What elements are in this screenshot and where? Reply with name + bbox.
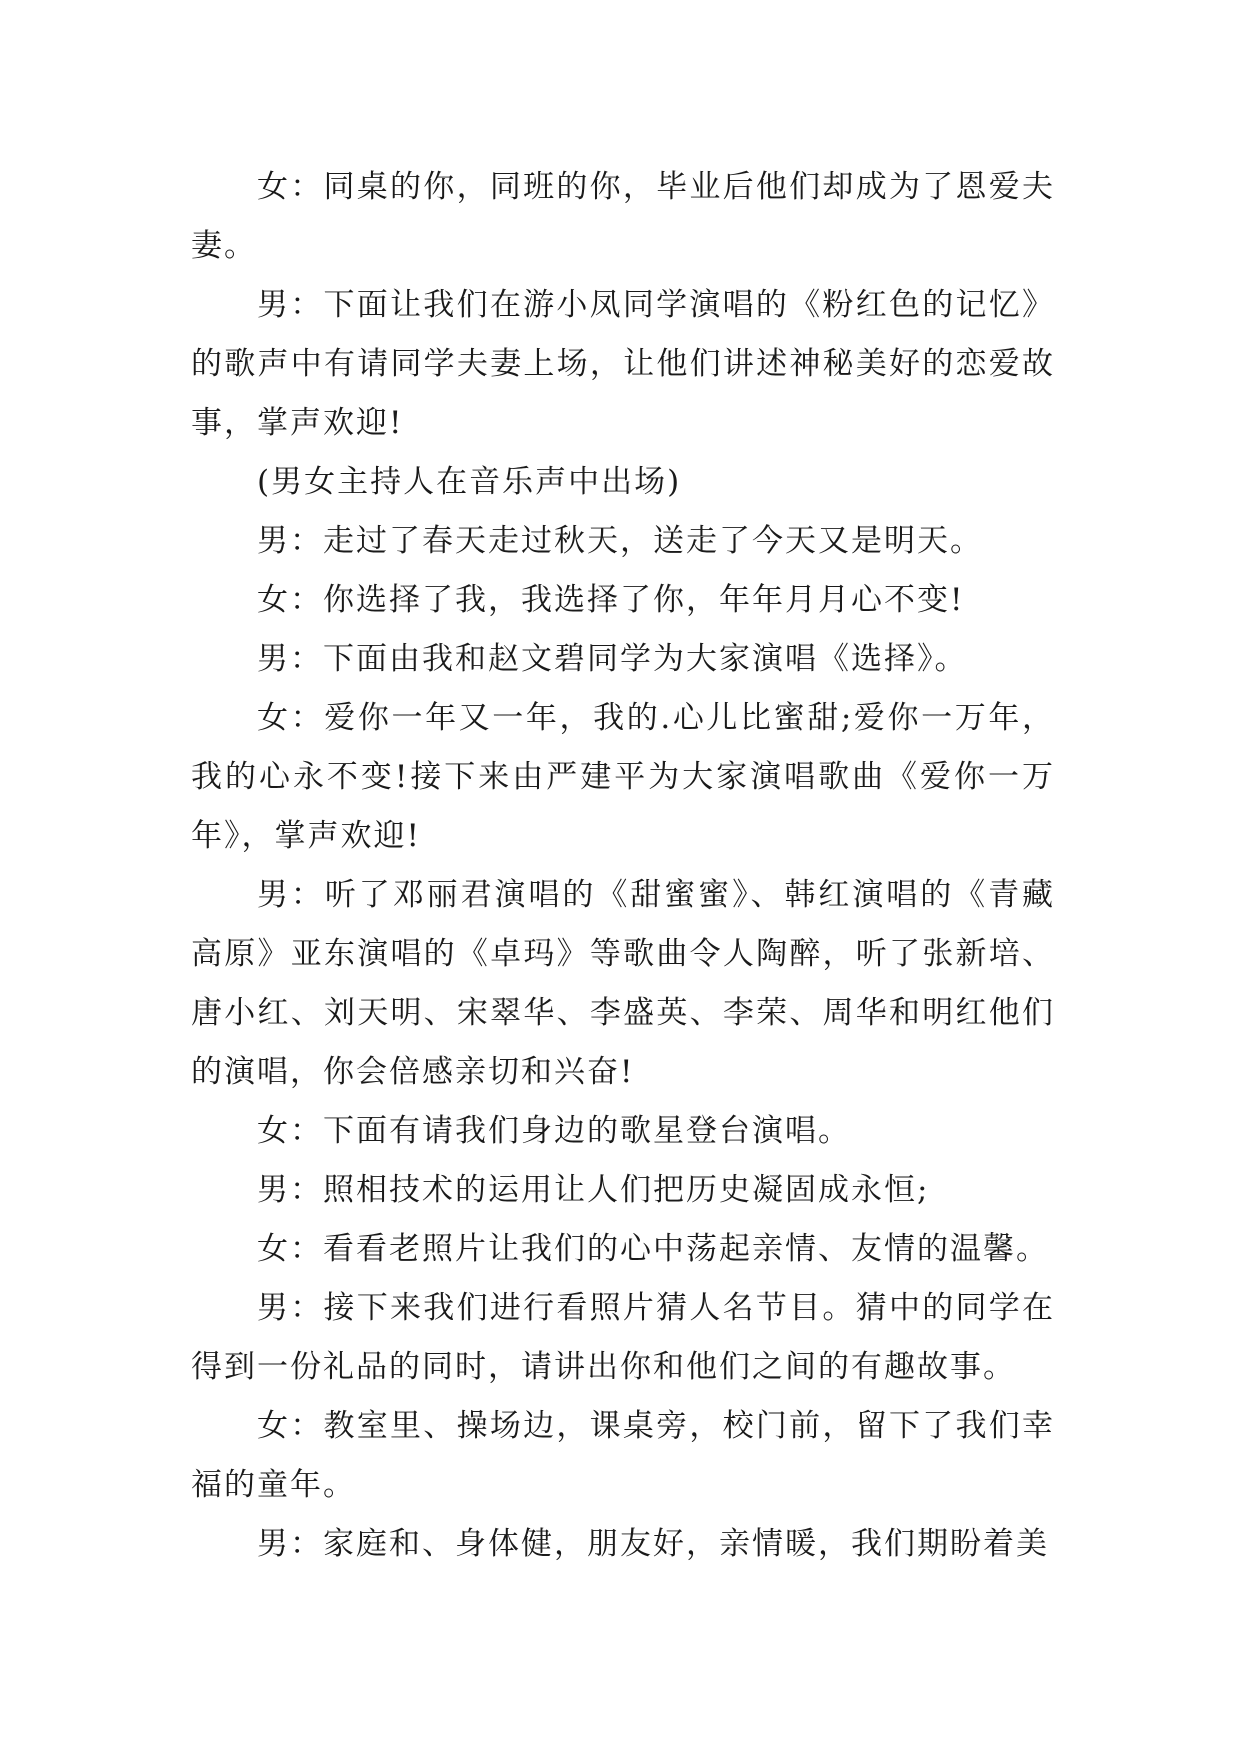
document-body [191,158,1055,1574]
dialogue-paragraph: 女：下面有请我们身边的歌星登台演唱。 [257,1113,851,1149]
dialogue-paragraph: 女：爱你一年又一年，我的.心儿比蜜甜;爱你一万年，我的心永不变!接下来由严建平为大家演唱歌曲《爱你一万年》，掌声欢迎! [191,700,1055,854]
dialogue-paragraph: 男：下面由我和赵文碧同学为大家演唱《选择》。 [257,641,968,677]
dialogue-paragraph: 女：同桌的你，同班的你，毕业后他们却成为了恩爱夫妻。 [191,169,1055,264]
dialogue-paragraph: 男：走过了春天走过秋天，送走了今天又是明天。 [257,523,983,559]
dialogue-paragraph: 男：下面让我们在游小凤同学演唱的《粉红色的记忆》的歌声中有请同学夫妻上场，让他们讲述神秘美好的恋爱故事，掌声欢迎! [191,287,1055,441]
dialogue-paragraph: 男：接下来我们进行看照片猜人名节目。猜中的同学在得到一份礼品的同时，请讲出你和他们之间的有趣故事。 [191,1290,1055,1385]
dialogue-paragraph: 男：家庭和、身体健，朋友好，亲情暖，我们期盼着美 [257,1526,1049,1562]
dialogue-paragraph: 女：看看老照片让我们的心中荡起亲情、友情的温馨。 [257,1231,1049,1267]
dialogue-paragraph: 女：你选择了我，我选择了你，年年月月心不变! [257,582,965,618]
dialogue-paragraph: 女：教室里、操场边，课桌旁，校门前，留下了我们幸福的童年。 [191,1408,1055,1503]
dialogue-paragraph: 男：听了邓丽君演唱的《甜蜜蜜》、韩红演唱的《青藏高原》亚东演唱的《卓玛》等歌曲令人陶醉，听了张新培、唐小红、刘天明、宋翠华、李盛英、李荣、周华和明红他们的演唱，你会倍感亲切和兴奋! [191,877,1055,1090]
stage-direction: (男女主持人在音乐声中出场) [257,464,682,500]
dialogue-paragraph: 男：照相技术的运用让人们把历史凝固成永恒; [257,1172,930,1208]
